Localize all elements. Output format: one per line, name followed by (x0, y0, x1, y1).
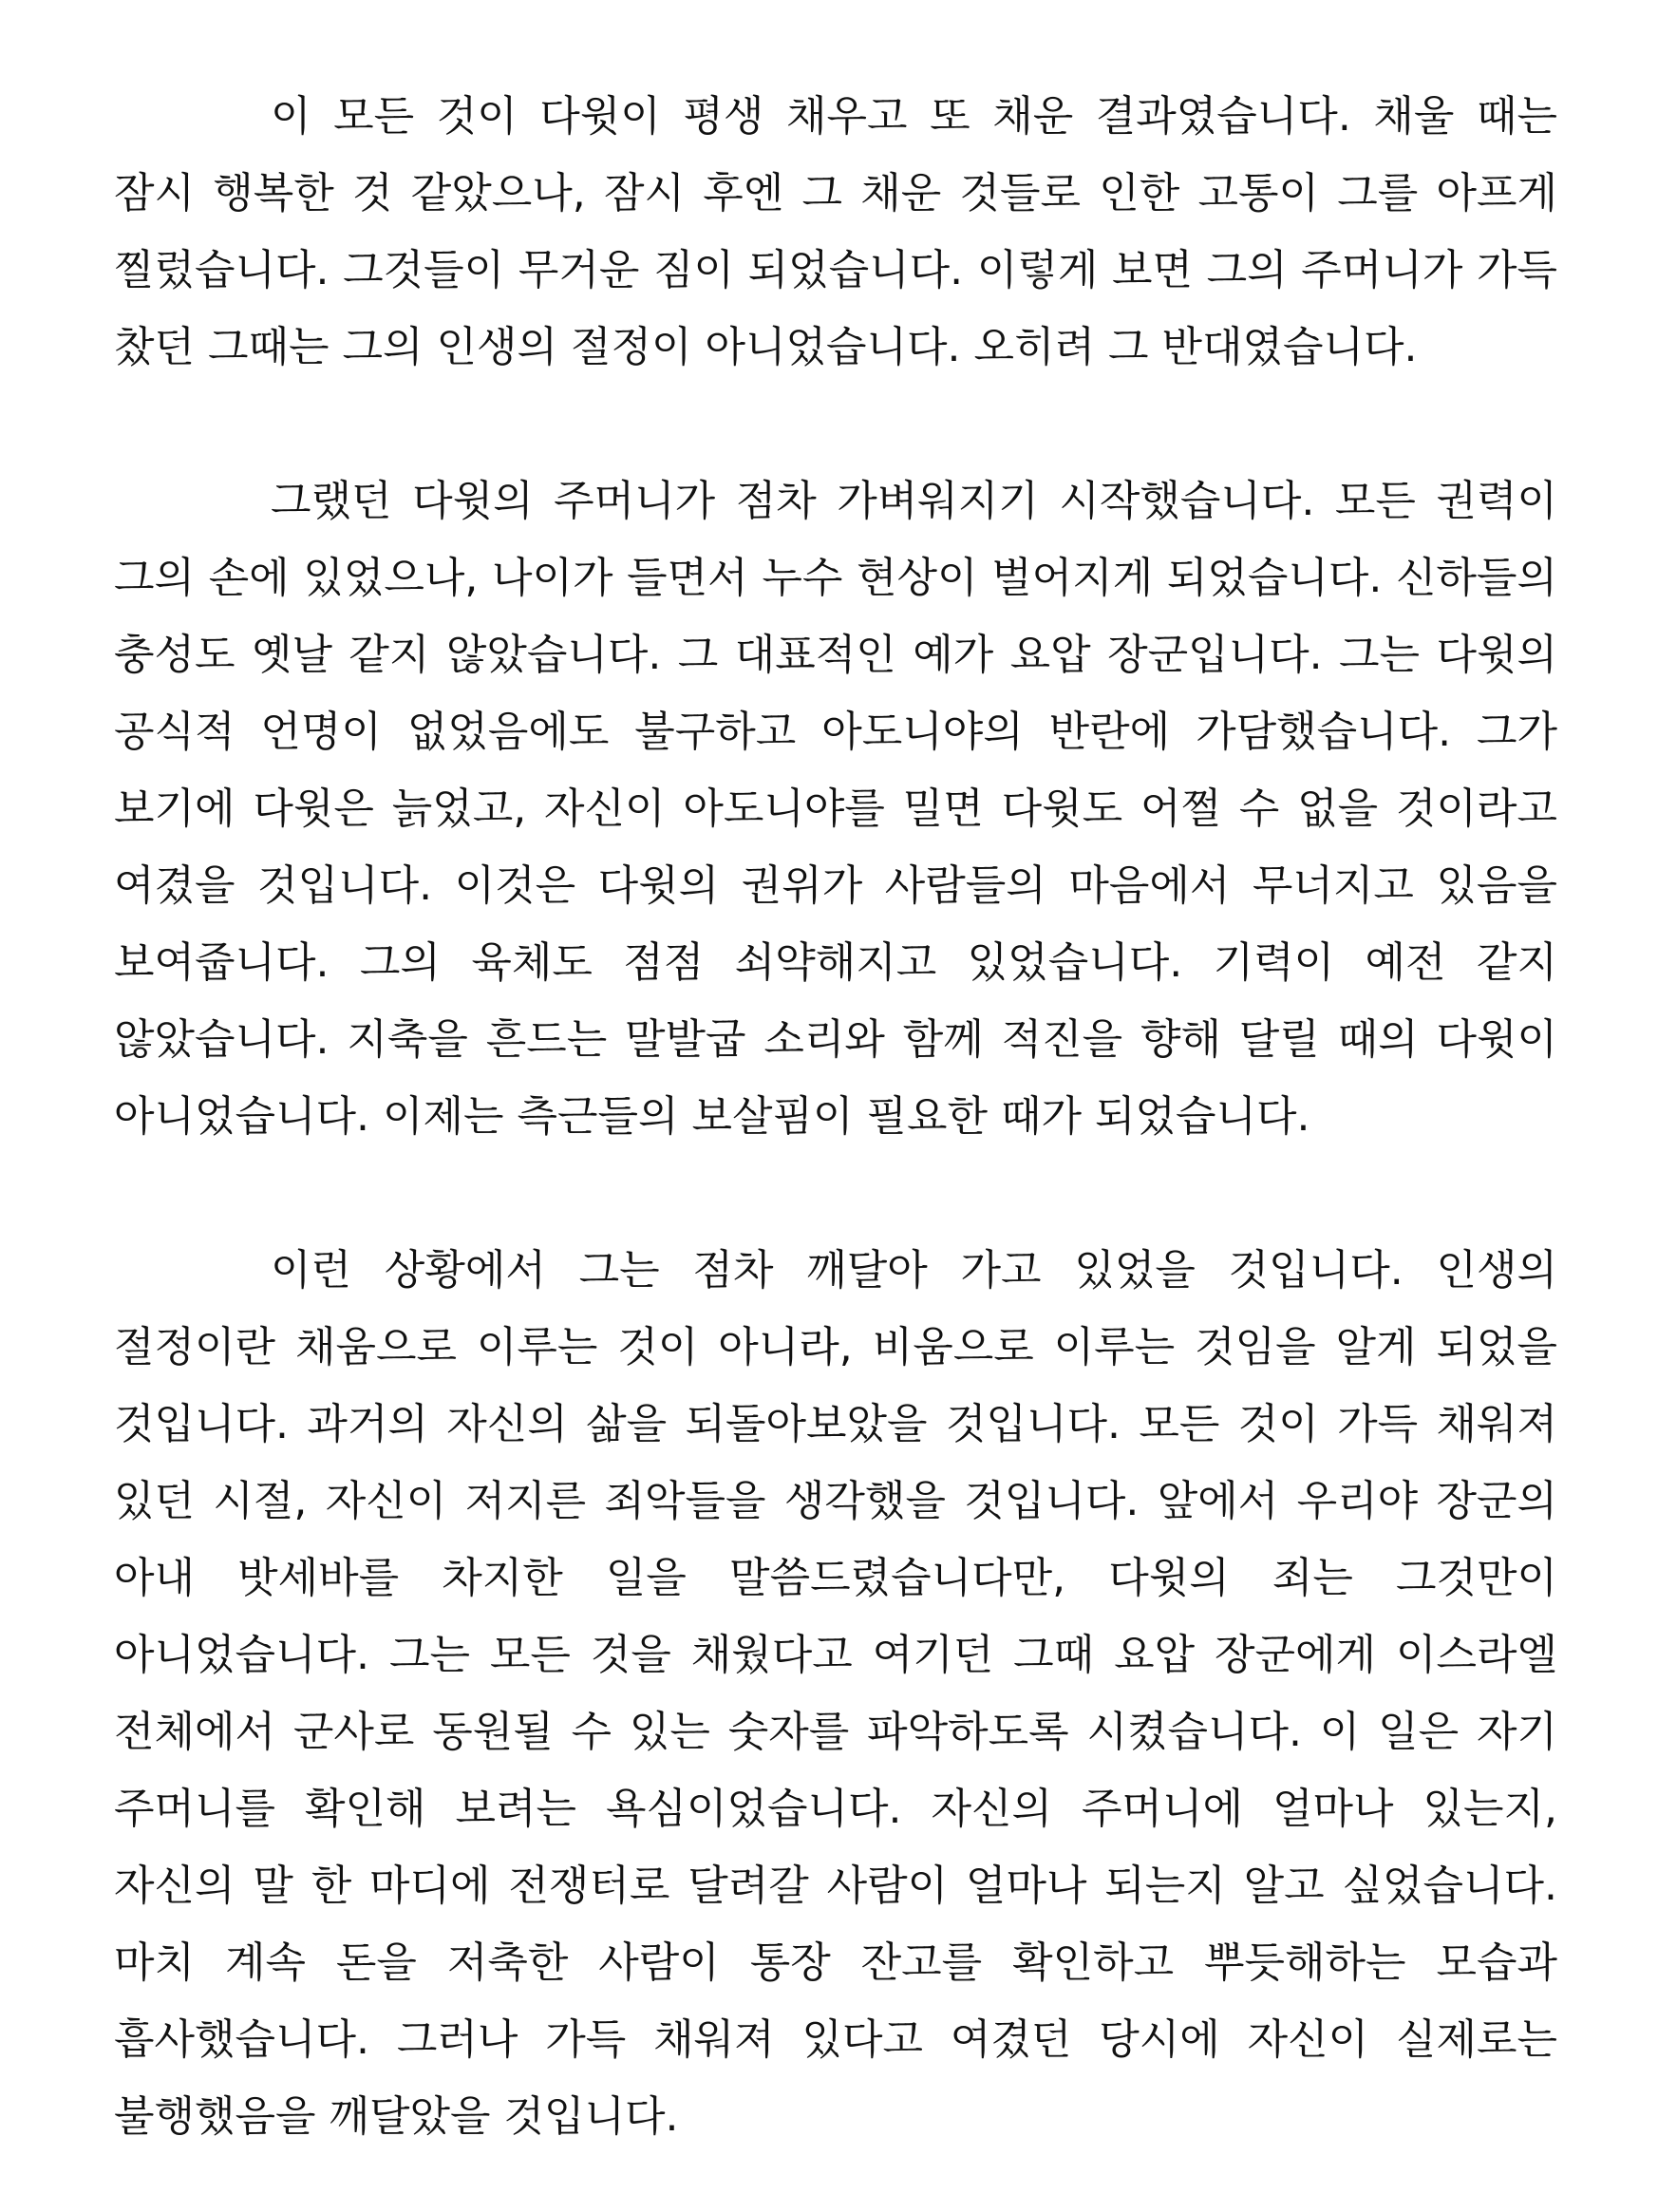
paragraph-2: 그랬던 다윗의 주머니가 점차 가벼워지기 시작했습니다. 모든 권력이 그의 손에 있었으나, 나이가 들면서 누수 현상이 벌어지게 되었습니다. 신하들의 충성도 옛날 같지 않았습니다. 그 대표적인 예가 요압 장군입니다. 그는 다윗의 공식적 언명이 없었음에도 불구하고 아도니야의 반란에 가담했습니다. 그가 보기에 다윗은 늙었고, 자신이 아도니야를 밀면 다윗도 어쩔 수 없을 것이라고 여겼을 것입니다. 이것은 다윗의 권위가 사람들의 마음에서 무너지고 있음을 보여줍니다. 그의 육체도 점점 쇠약해지고 있었습니다. 기력이 예전 같지 않았습니다. 지축을 흔드는 말발굽 소리와 함께 적진을 향해 달릴 때의 다윗이 아니었습니다. 이제는 측근들의 보살핌이 필요한 때가 되었습니다. (114, 477, 1557, 1141)
document-page (114, 78, 1557, 2155)
paragraph-3: 이런 상황에서 그는 점차 깨달아 가고 있었을 것입니다. 인생의 절정이란 채움으로 이루는 것이 아니라, 비움으로 이루는 것임을 알게 되었을 것입니다. 과거의 자신의 삶을 되돌아보았을 것입니다. 모든 것이 가득 채워져 있던 시절, 자신이 저지른 죄악들을 생각했을 것입니다. 앞에서 우리야 장군의 아내 밧세바를 차지한 일을 말씀드렸습니다만, 다윗의 죄는 그것만이 아니었습니다. 그는 모든 것을 채웠다고 여기던 그때 요압 장군에게 이스라엘 전체에서 군사로 동원될 수 있는 숫자를 파악하도록 시켰습니다. 이 일은 자기 주머니를 확인해 보려는 욕심이었습니다. 자신의 주머니에 얼마나 있는지, 자신의 말 한 마디에 전쟁터로 달려갈 사람이 얼마나 되는지 알고 싶었습니다. 마치 계속 돈을 저축한 사람이 통장 잔고를 확인하고 뿌듯해하는 모습과 흡사했습니다. 그러나 가득 채워져 있다고 여겼던 당시에 자신이 실제로는 불행했음을 깨달았을 것입니다. (114, 1246, 1557, 2141)
paragraph-1: 이 모든 것이 다윗이 평생 채우고 또 채운 결과였습니다. 채울 때는 잠시 행복한 것 같았으나, 잠시 후엔 그 채운 것들로 인한 고통이 그를 아프게 찔렀습니다. 그것들이 무거운 짐이 되었습니다. 이렇게 보면 그의 주머니가 가득 찼던 그때는 그의 인생의 절정이 아니었습니다. 오히려 그 반대였습니다. (114, 92, 1557, 371)
